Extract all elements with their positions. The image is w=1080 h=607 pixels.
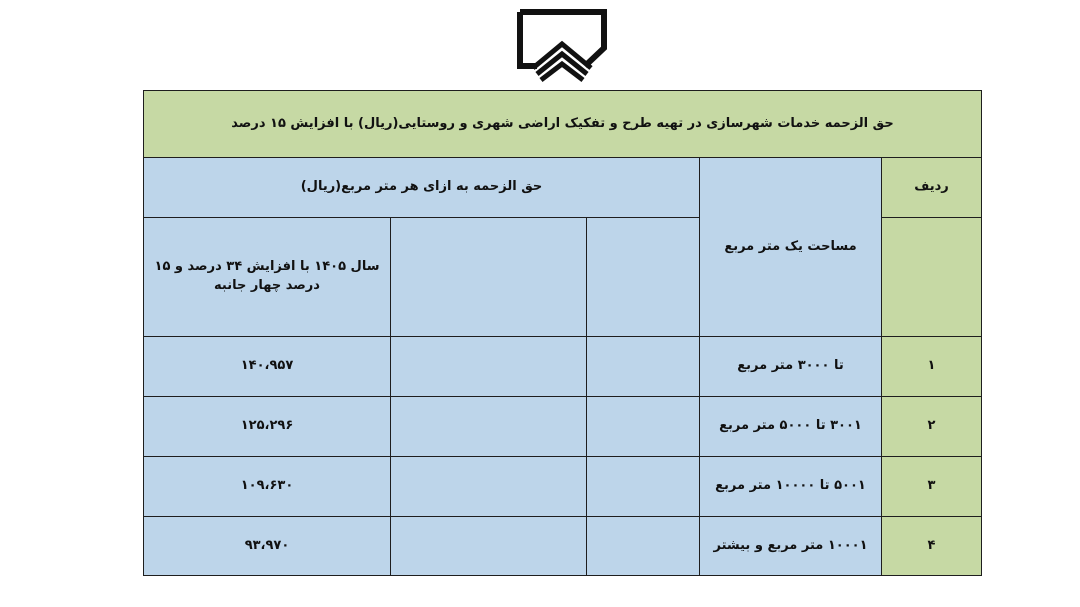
row-index: ۲ xyxy=(882,397,982,457)
row-number-header: ردیف xyxy=(882,158,982,218)
organization-logo-icon xyxy=(515,8,609,84)
table-row xyxy=(144,397,982,457)
row-index: ۱ xyxy=(882,337,982,397)
row-fee: ۹۳،۹۷۰ xyxy=(144,517,391,576)
table-row xyxy=(144,517,982,576)
row-fee: ۱۰۹،۶۳۰ xyxy=(144,457,391,517)
empty-cell xyxy=(587,397,700,457)
area-header: مساحت یک متر مربع xyxy=(700,158,882,337)
row-index: ۴ xyxy=(882,517,982,576)
empty-cell xyxy=(391,337,587,397)
row-index: ۳ xyxy=(882,457,982,517)
empty-cell xyxy=(587,517,700,576)
table-title: حق الزحمه خدمات شهرسازی در تهیه طرح و تفکیک اراضی شهری و روستایی(ریال) با افزایش ۱۵ درصد xyxy=(144,91,982,158)
table-row xyxy=(144,457,982,517)
row-area: ۵۰۰۱ تا ۱۰۰۰۰ متر مربع xyxy=(700,457,882,517)
empty-cell xyxy=(587,337,700,397)
row-number-header-blank xyxy=(882,218,982,337)
row-area: تا ۳۰۰۰ متر مربع xyxy=(700,337,882,397)
empty-cell xyxy=(391,397,587,457)
empty-year-column-2 xyxy=(391,218,587,337)
row-area: ۳۰۰۱ تا ۵۰۰۰ متر مربع xyxy=(700,397,882,457)
year-1405-header: سال ۱۴۰۵ با افزایش ۳۴ درصد و ۱۵ درصد چهار جانبه xyxy=(144,218,391,337)
row-fee: ۱۴۰،۹۵۷ xyxy=(144,337,391,397)
fee-table xyxy=(143,90,982,576)
empty-year-column-1 xyxy=(587,218,700,337)
table-row xyxy=(144,337,982,397)
fee-group-header: حق الزحمه به ازای هر متر مربع(ریال) xyxy=(144,158,700,218)
row-fee: ۱۲۵،۲۹۶ xyxy=(144,397,391,457)
empty-cell xyxy=(391,457,587,517)
empty-cell xyxy=(587,457,700,517)
row-area: ۱۰۰۰۱ متر مربع و بیشتر xyxy=(700,517,882,576)
empty-cell xyxy=(391,517,587,576)
